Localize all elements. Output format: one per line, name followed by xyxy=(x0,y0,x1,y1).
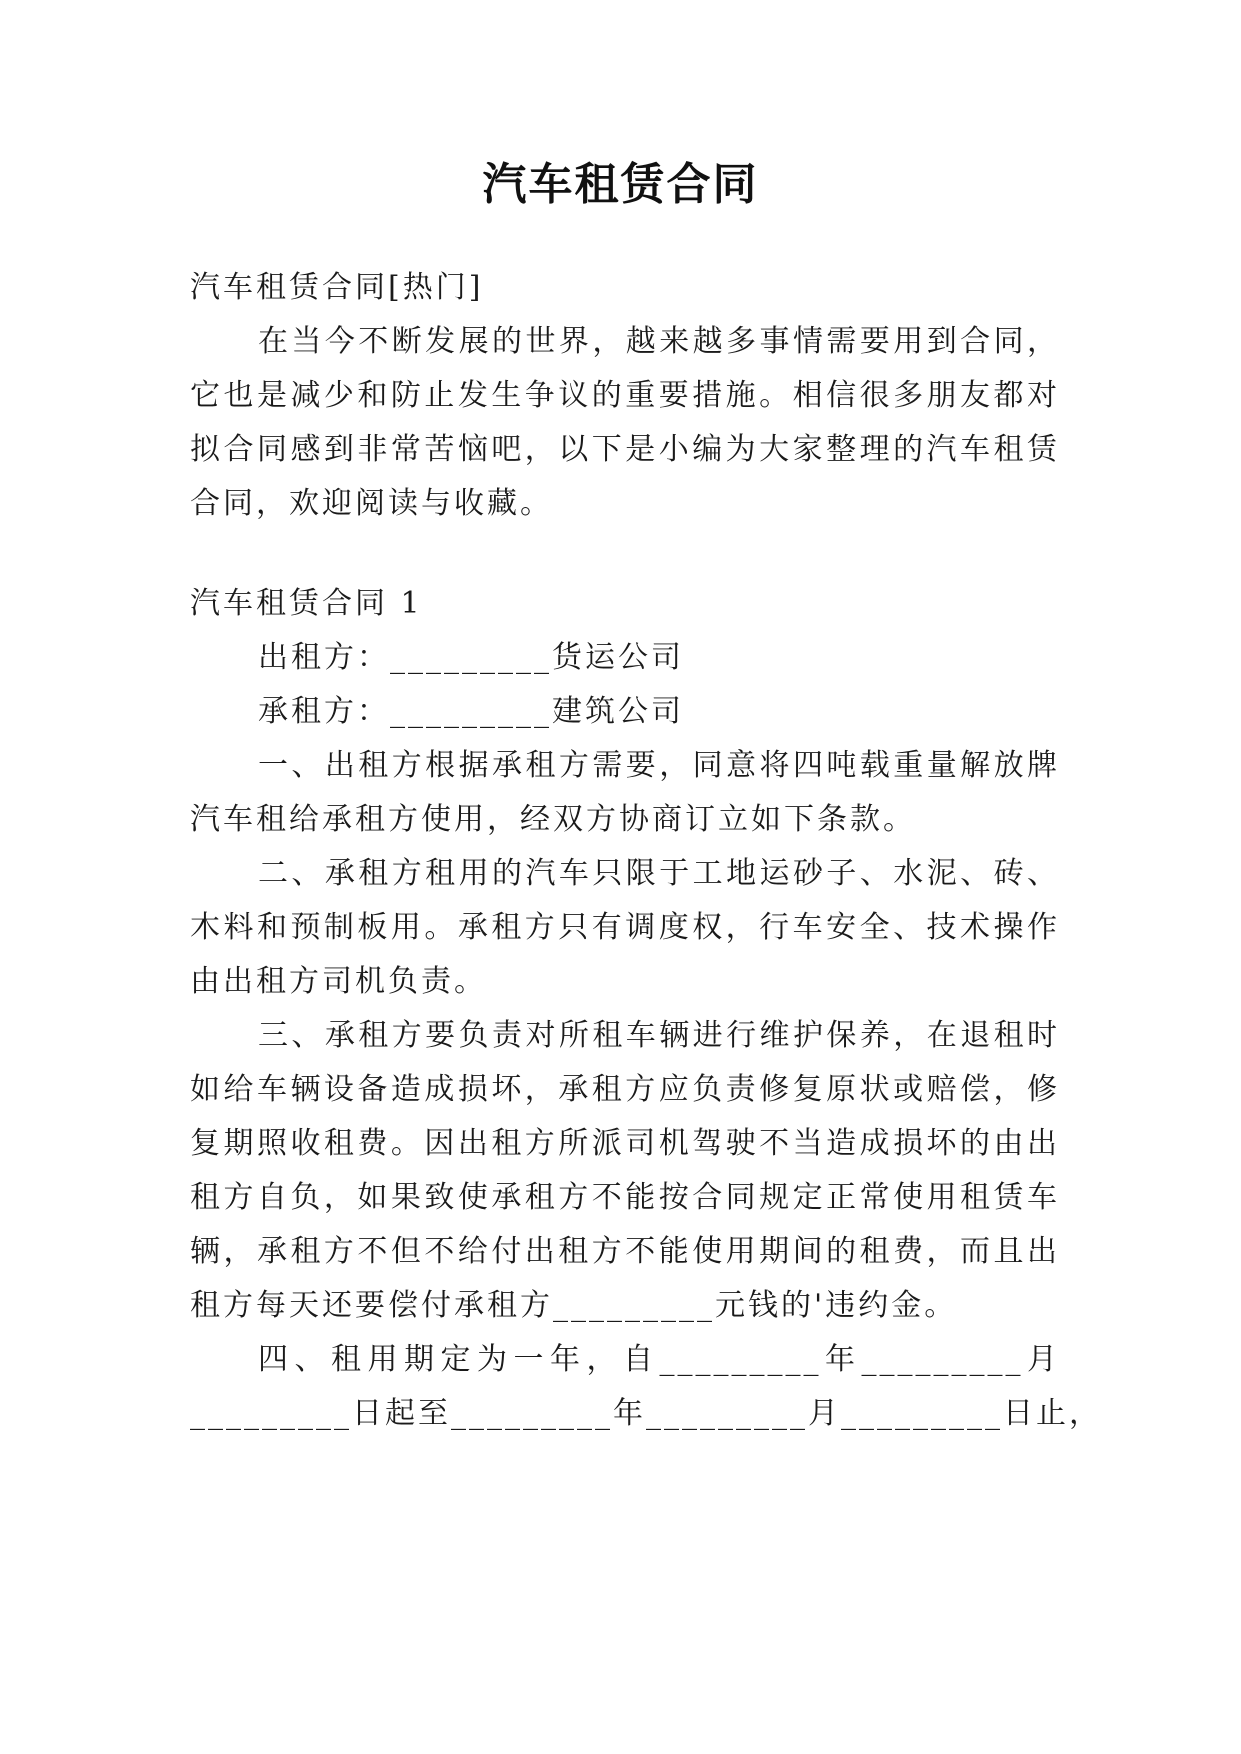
document-subtitle: 汽车租赁合同[热门] xyxy=(190,270,484,305)
intro-line: 它也是减少和防止发生争议的重要措施。相信很多朋友都对 xyxy=(190,378,1060,413)
clause-3-line: 三、承租方要负责对所租车辆进行维护保养，在退租时 xyxy=(258,1018,1060,1053)
clause-2-line: 由出租方司机负责。 xyxy=(190,964,487,999)
clause-3-line: 租方每天还要偿付承租方_________元钱的'违约金。 xyxy=(190,1288,958,1323)
intro-line: 拟合同感到非常苦恼吧，以下是小编为大家整理的汽车租赁 xyxy=(190,432,1060,467)
page-title: 汽车租赁合同 xyxy=(482,159,759,210)
clause-2-line: 二、承租方租用的汽车只限于工地运砂子、水泥、砖、 xyxy=(258,856,1060,891)
clause-3-line: 租方自负，如果致使承租方不能按合同规定正常使用租赁车 xyxy=(190,1180,1060,1215)
clause-2-line: 木料和预制板用。承租方只有调度权，行车安全、技术操作 xyxy=(190,910,1060,945)
section-heading: 汽车租赁合同 1 xyxy=(190,586,423,621)
clause-3-line: 复期照收租费。因出租方所派司机驾驶不当造成损坏的由出 xyxy=(190,1126,1060,1161)
clause-1-line: 汽车租给承租方使用，经双方协商订立如下条款。 xyxy=(190,802,916,837)
intro-line: 合同，欢迎阅读与收藏。 xyxy=(190,486,553,521)
lessor-line: 出租方：_________货运公司 xyxy=(258,640,684,675)
lessee-line: 承租方：_________建筑公司 xyxy=(258,694,684,729)
clause-1-line: 一、出租方根据承租方需要，同意将四吨载重量解放牌 xyxy=(258,748,1060,783)
clause-4-line: 四、租用期定为一年，自_________年_________月 xyxy=(258,1342,1060,1377)
clause-3-line: 辆，承租方不但不给付出租方不能使用期间的租费，而且出 xyxy=(190,1234,1060,1269)
clause-4-line: _________日起至_________年_________月_________日止， xyxy=(190,1396,1102,1431)
intro-line: 在当今不断发展的世界，越来越多事情需要用到合同， xyxy=(258,324,1060,359)
clause-3-line: 如给车辆设备造成损坏，承租方应负责修复原状或赔偿，修 xyxy=(190,1072,1060,1107)
